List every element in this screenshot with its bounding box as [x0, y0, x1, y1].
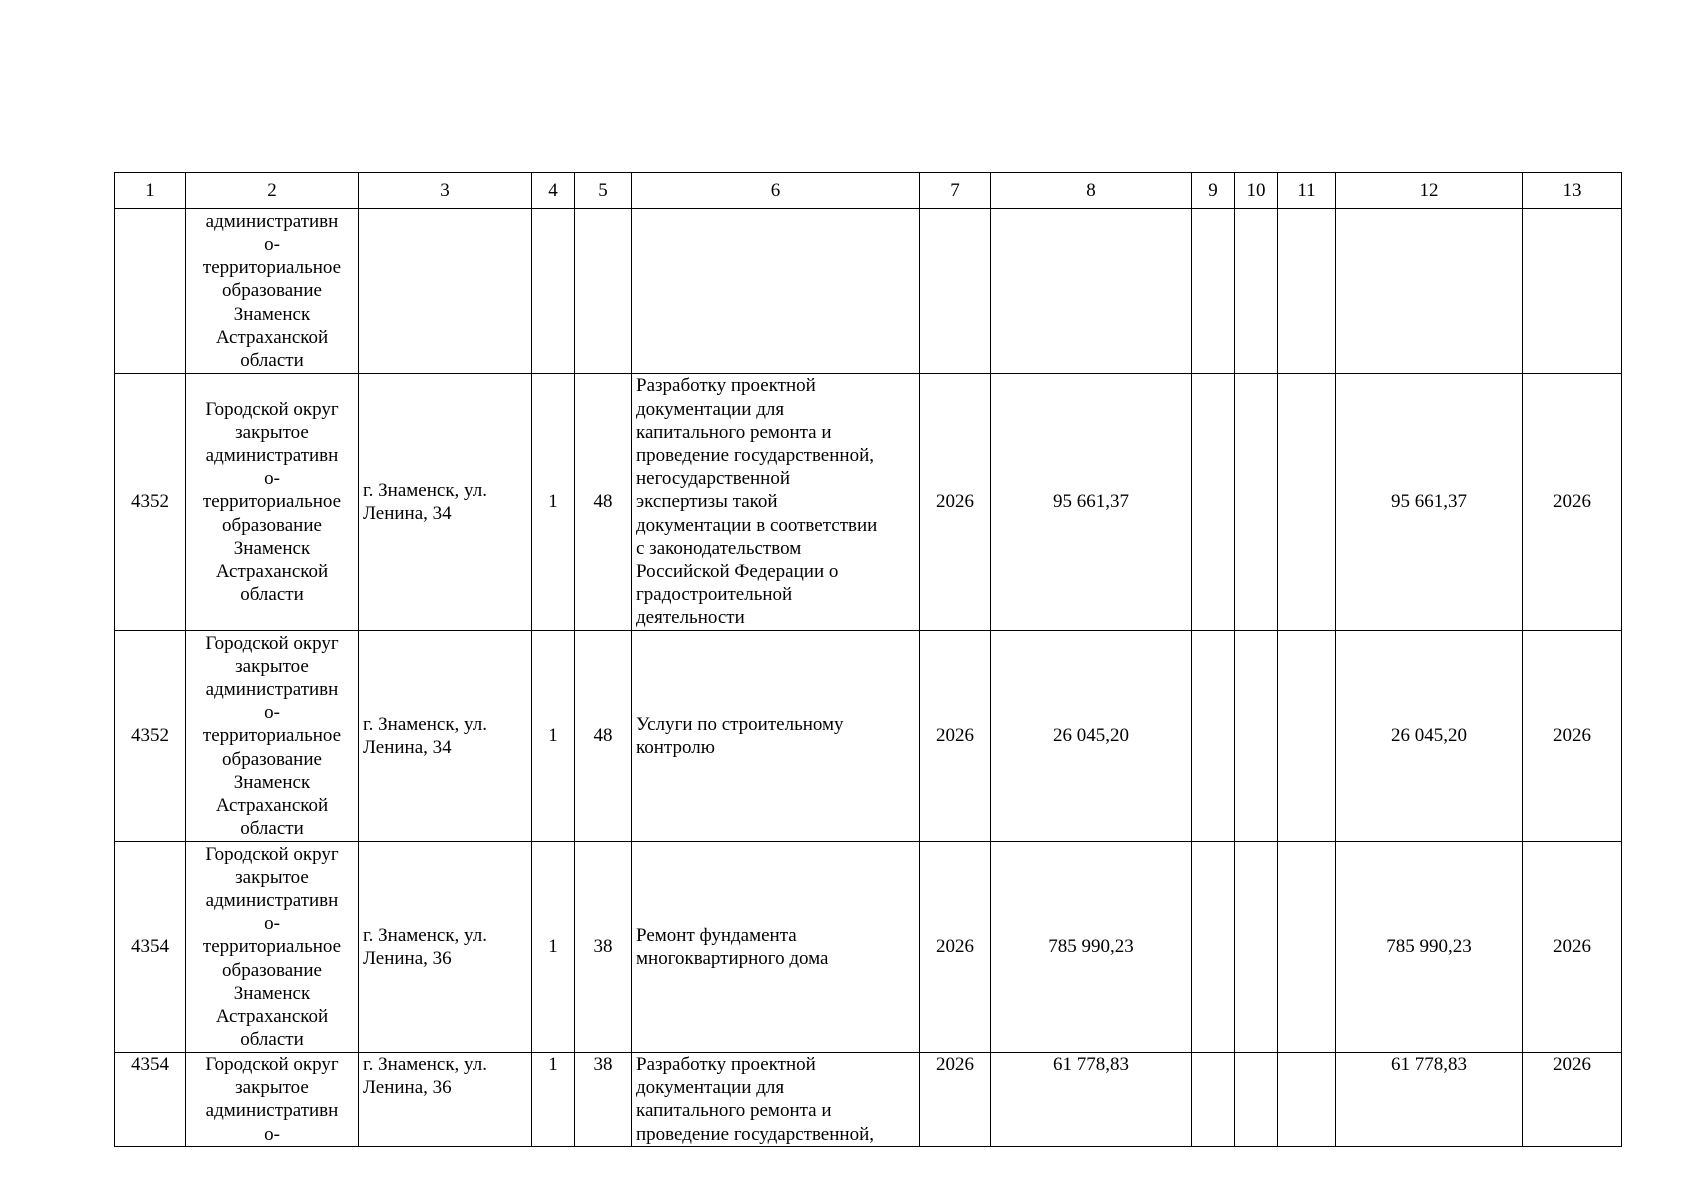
- cell-text: 2026: [936, 1054, 974, 1075]
- work-type-cell: [632, 209, 920, 374]
- row-number-cell: [115, 209, 186, 374]
- municipality-cell: [186, 1053, 359, 1147]
- cell-text: 1: [548, 491, 558, 513]
- cell-text: Городской округ закрытое административн о- территориальное образование Знаменск Астраханской области: [202, 632, 342, 840]
- year-cell: [920, 1053, 991, 1147]
- table-row: [115, 842, 1622, 1053]
- col9-cell: [1192, 842, 1235, 1053]
- cell-text: 2026: [1553, 1054, 1591, 1075]
- column-header: 1: [115, 173, 186, 209]
- cell-text: 1: [548, 1054, 558, 1075]
- cell-text: 61 778,83: [1053, 1054, 1129, 1075]
- address-cell: [359, 1053, 532, 1147]
- cell-text: 38: [593, 1054, 613, 1075]
- table-row: [115, 1053, 1622, 1147]
- municipality-cell: [186, 209, 359, 374]
- col11-cell: [1278, 631, 1336, 842]
- end-year-cell: [1523, 842, 1622, 1053]
- row-number-cell: [115, 631, 186, 842]
- cell-text: 785 990,23: [1048, 936, 1134, 958]
- cost-cell: [991, 631, 1192, 842]
- col11-cell: [1278, 842, 1336, 1053]
- total-cost-cell: [1336, 842, 1523, 1053]
- col9-cell: [1192, 209, 1235, 374]
- table-row: [115, 209, 1622, 374]
- cost-cell: [991, 374, 1192, 631]
- column-header: 2: [186, 173, 359, 209]
- cell-text: 48: [593, 491, 613, 513]
- cell-text: [1282, 1053, 1331, 1146]
- col5-cell: [575, 374, 632, 631]
- address-cell: [359, 209, 532, 374]
- cell-text: 4352: [131, 725, 169, 747]
- cell-text: 4354: [131, 1054, 169, 1075]
- end-year-cell: [1523, 631, 1622, 842]
- cell-text: Разработку проектной документации для капитального ремонта и проведение государственной, негосударственной экспертизы такой документации в соответствии с законодательством Российской Федерации о градостроительной деятельности: [636, 375, 878, 629]
- col4-cell: [532, 842, 575, 1053]
- column-header: 4: [532, 173, 575, 209]
- municipality-cell: [186, 631, 359, 842]
- row-number-cell: [115, 842, 186, 1053]
- work-type-cell: [632, 631, 920, 842]
- cell-text: Ремонт фундамента многоквартирного дома: [636, 924, 829, 969]
- column-header: 13: [1523, 173, 1622, 209]
- column-header: 6: [632, 173, 920, 209]
- address-cell: [359, 631, 532, 842]
- municipality-cell: [186, 842, 359, 1053]
- col4-cell: [532, 209, 575, 374]
- col9-cell: [1192, 374, 1235, 631]
- cell-text: 26 045,20: [1391, 725, 1467, 747]
- column-header: 5: [575, 173, 632, 209]
- cell-text: 2026: [1553, 725, 1591, 747]
- cell-text: [1239, 1053, 1273, 1146]
- col10-cell: [1235, 842, 1278, 1053]
- col4-cell: [532, 1053, 575, 1147]
- header-row: [115, 173, 1622, 209]
- table-body: [115, 209, 1622, 1147]
- col11-cell: [1278, 374, 1336, 631]
- col4-cell: [532, 631, 575, 842]
- work-type-cell: [632, 374, 920, 631]
- total-cost-cell: [1336, 1053, 1523, 1147]
- year-cell: [920, 209, 991, 374]
- end-year-cell: [1523, 1053, 1622, 1147]
- cell-text: 61 778,83: [1391, 1054, 1467, 1075]
- cell-text: 48: [593, 725, 613, 747]
- year-cell: [920, 374, 991, 631]
- cell-text: 2026: [936, 936, 974, 958]
- column-header: 12: [1336, 173, 1523, 209]
- column-header: 3: [359, 173, 532, 209]
- row-number-cell: [115, 1053, 186, 1147]
- cell-text: Разработку проектной документации для капитального ремонта и проведение государственной,: [636, 1054, 874, 1145]
- total-cost-cell: [1336, 631, 1523, 842]
- col5-cell: [575, 842, 632, 1053]
- col5-cell: [575, 1053, 632, 1147]
- cell-text: 1: [548, 936, 558, 958]
- document-table: [114, 172, 1622, 1147]
- year-cell: [920, 631, 991, 842]
- cost-cell: [991, 1053, 1192, 1147]
- work-type-cell: [632, 842, 920, 1053]
- cell-text: административн о- территориальное образование Знаменск Астраханской области: [202, 210, 342, 371]
- year-cell: [920, 842, 991, 1053]
- cell-text: 38: [593, 936, 613, 958]
- end-year-cell: [1523, 374, 1622, 631]
- column-header: 7: [920, 173, 991, 209]
- address-cell: [359, 842, 532, 1053]
- col11-cell: [1278, 209, 1336, 374]
- col9-cell: [1192, 631, 1235, 842]
- table-row: [115, 374, 1622, 631]
- cell-text: [1196, 1053, 1230, 1146]
- col5-cell: [575, 209, 632, 374]
- address-cell: [359, 374, 532, 631]
- cell-text: Городской округ закрытое административн о- территориальное образование Знаменск Астраханской области: [202, 843, 342, 1051]
- col10-cell: [1235, 374, 1278, 631]
- cell-text: г. Знаменск, ул. Ленина, 36: [363, 1054, 487, 1099]
- col11-cell: [1278, 1053, 1336, 1147]
- row-number-cell: [115, 374, 186, 631]
- col10-cell: [1235, 631, 1278, 842]
- total-cost-cell: [1336, 374, 1523, 631]
- cell-text: 2026: [936, 725, 974, 747]
- col9-cell: [1192, 1053, 1235, 1147]
- cell-text: 26 045,20: [1053, 725, 1129, 747]
- work-type-cell: [632, 1053, 920, 1147]
- column-header: 9: [1192, 173, 1235, 209]
- end-year-cell: [1523, 209, 1622, 374]
- municipality-cell: [186, 374, 359, 631]
- col5-cell: [575, 631, 632, 842]
- cell-text: 4354: [131, 936, 169, 958]
- table-row: [115, 631, 1622, 842]
- col10-cell: [1235, 209, 1278, 374]
- cell-text: 2026: [936, 491, 974, 513]
- cell-text: 785 990,23: [1386, 936, 1472, 958]
- column-header: 10: [1235, 173, 1278, 209]
- cell-text: 4352: [131, 491, 169, 513]
- cell-text: 95 661,37: [1391, 491, 1467, 513]
- col10-cell: [1235, 1053, 1278, 1147]
- cell-text: Городской округ закрытое административн о- территориальное образование Знаменск Астраханской области: [202, 398, 342, 606]
- column-header: 11: [1278, 173, 1336, 209]
- cell-text: г. Знаменск, ул. Ленина, 34: [363, 479, 487, 524]
- cell-text: 95 661,37: [1053, 491, 1129, 513]
- cost-cell: [991, 842, 1192, 1053]
- cell-text: г. Знаменск, ул. Ленина, 34: [363, 713, 487, 758]
- cost-cell: [991, 209, 1192, 374]
- cell-text: 2026: [1553, 491, 1591, 513]
- cell-text: Услуги по строительному контролю: [636, 713, 844, 758]
- column-header: 8: [991, 173, 1192, 209]
- total-cost-cell: [1336, 209, 1523, 374]
- cell-text: Городской округ закрытое административн о-: [205, 1054, 339, 1145]
- cell-text: 1: [548, 725, 558, 747]
- col4-cell: [532, 374, 575, 631]
- cell-text: г. Знаменск, ул. Ленина, 36: [363, 924, 487, 969]
- cell-text: 2026: [1553, 936, 1591, 958]
